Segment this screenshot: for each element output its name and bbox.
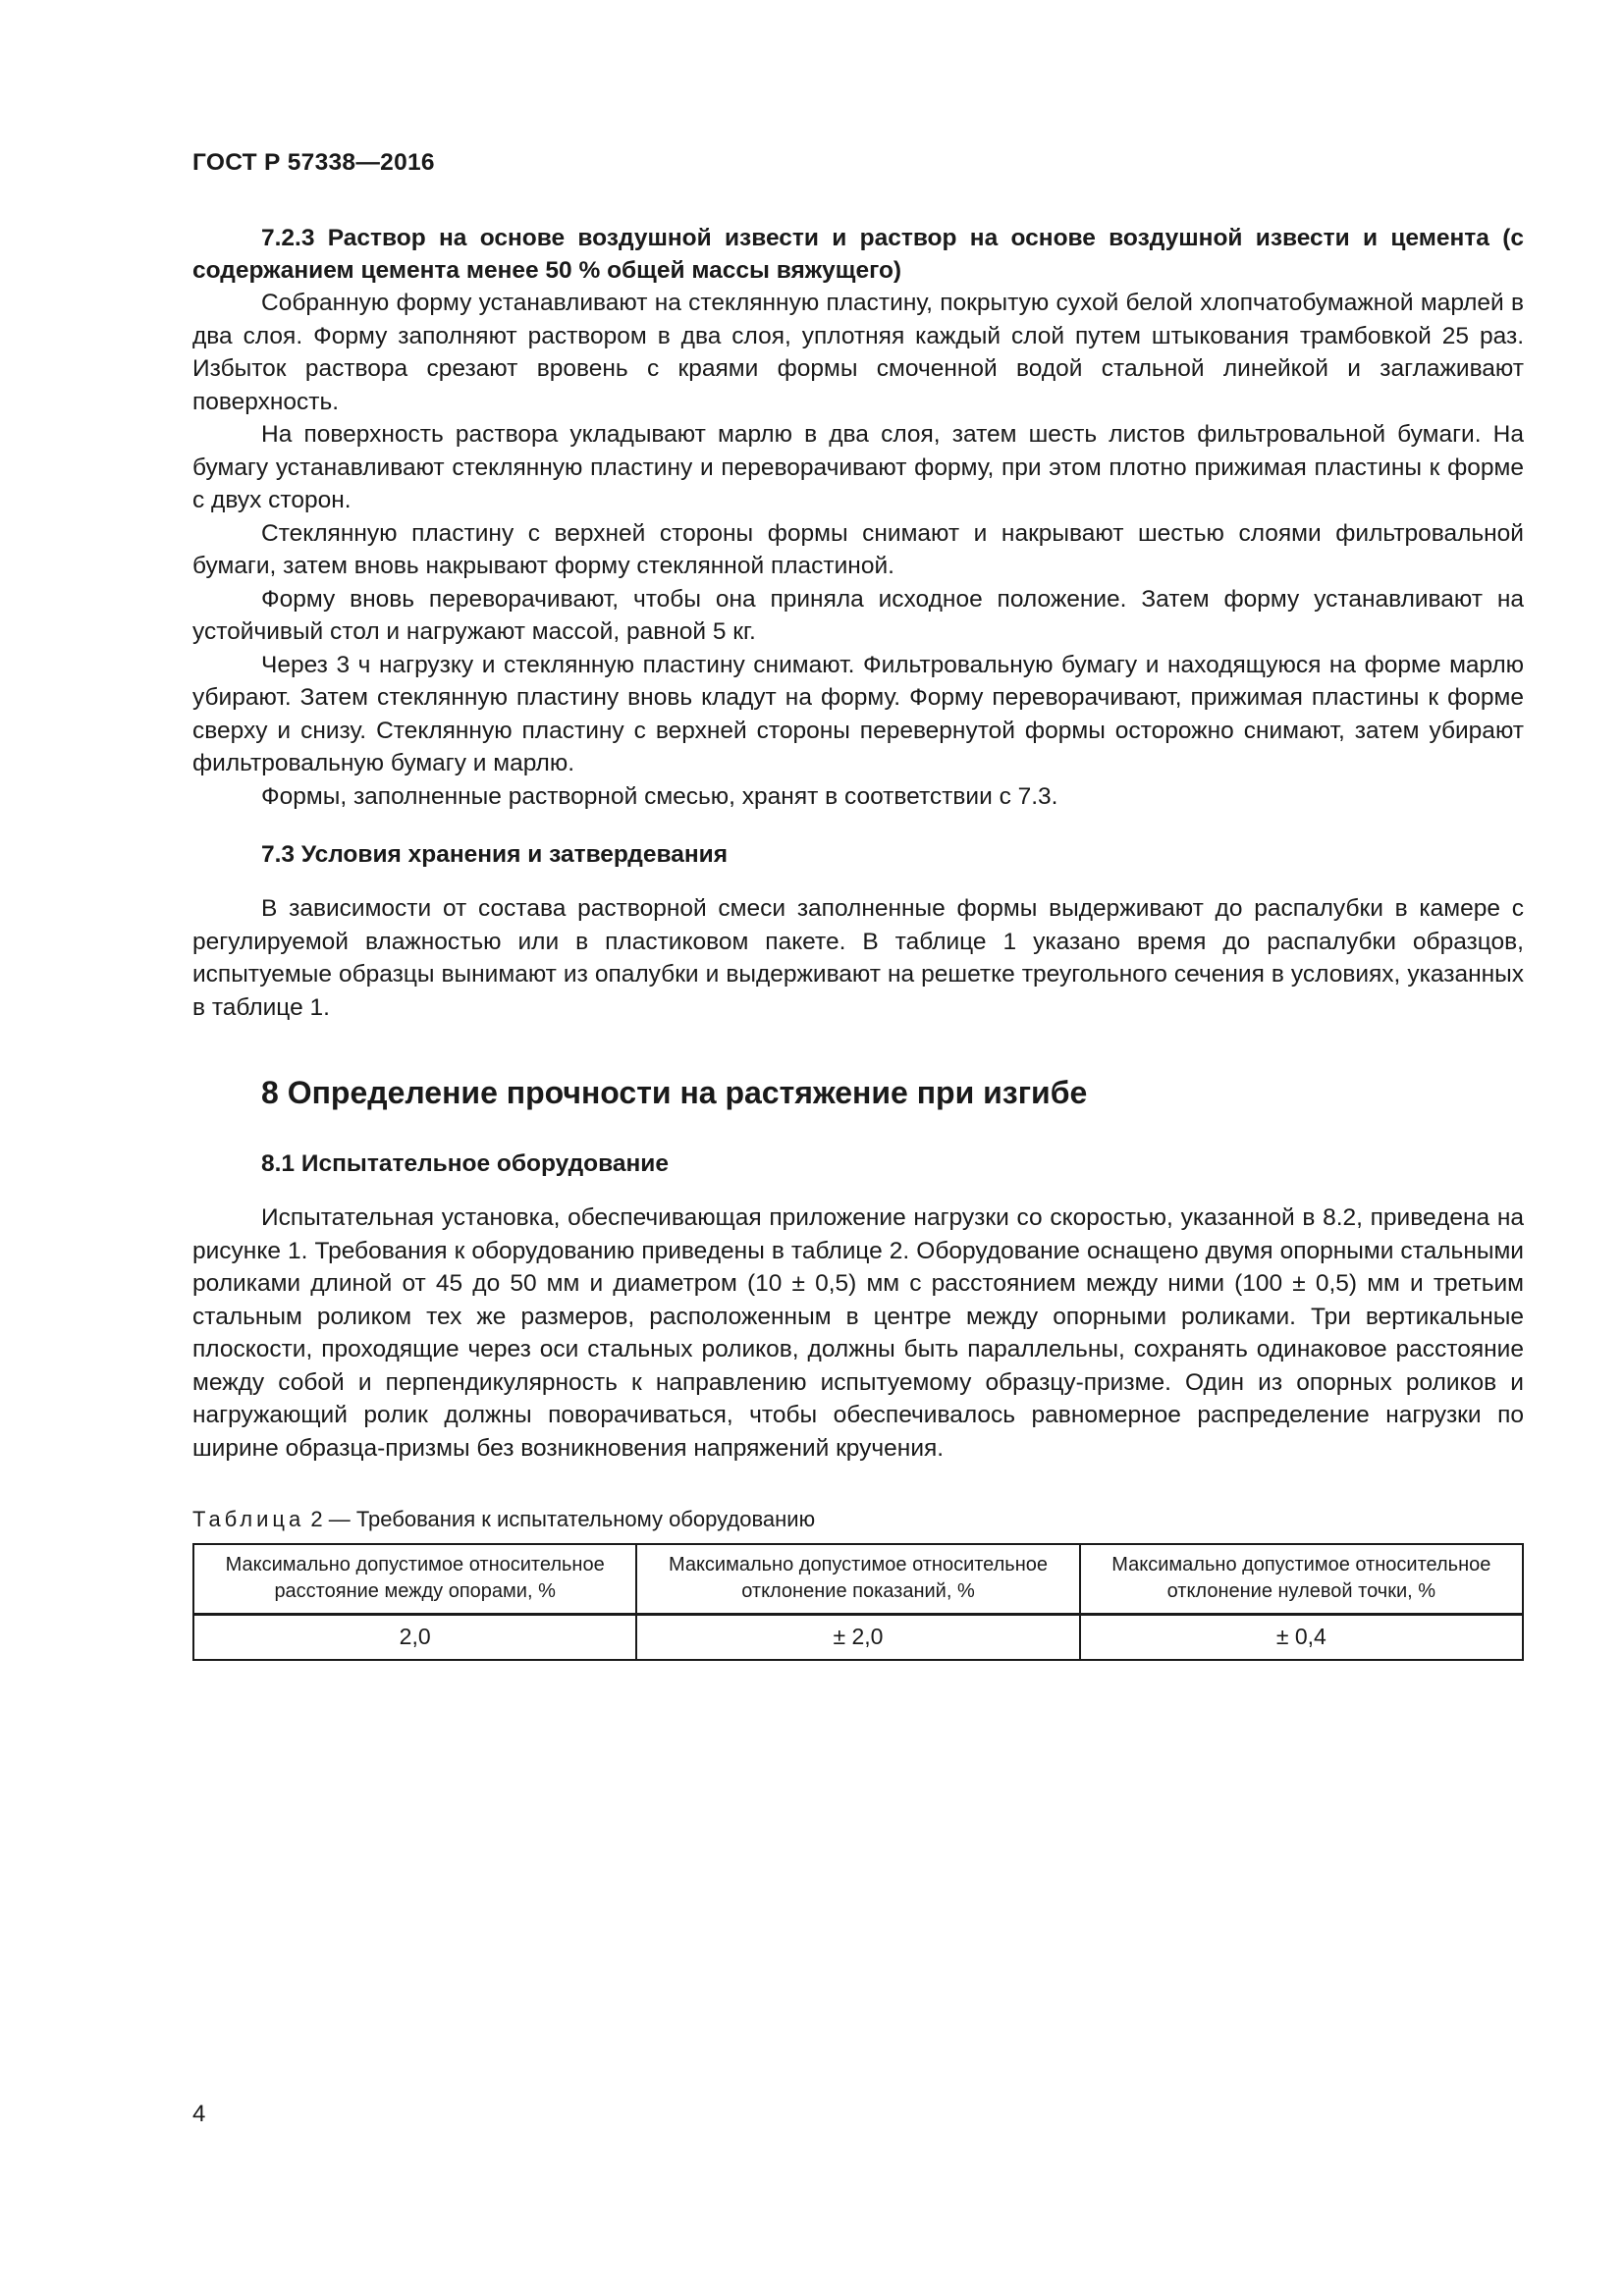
section-7-2-3-paragraph-1: Собранную форму устанавливают на стеклянную пластину, покрытую сухой белой хлопчатобумажной марлей в два слоя. Форму заполняют раствором в два слоя, уплотняя каждый слой путем штыкования трамбовкой 25 раз. Избыток раствора срезают вровень с краями формы смоченной водой стальной линейкой и заглаживают поверхность.	[192, 290, 1524, 415]
section-7-3-title: 7.3 Условия хранения и затвердевания	[261, 841, 728, 868]
section-7-2-3-paragraph-6: Формы, заполненные растворной смесью, хранят в соответствии с 7.3.	[261, 782, 1058, 810]
table-2-caption-label: Таблица	[192, 1507, 305, 1531]
table-2	[192, 1543, 1524, 1661]
table-header-cell: Максимально допустимое относительное отклонение показаний, %	[636, 1544, 1079, 1615]
table-header-row	[193, 1544, 1523, 1615]
section-7-2-3-paragraph-4: Форму вновь переворачивают, чтобы она приняла исходное положение. Затем форму устанавливают на устойчивый стол и нагружают массой, равной 5 кг.	[192, 585, 1524, 645]
table-cell: 2,0	[193, 1615, 636, 1661]
section-7-2-3-title: 7.2.3 Раствор на основе воздушной извести и раствор на основе воздушной извести и цемента (с содержанием цемента менее 50 % общей массы вяжущего)	[192, 225, 1524, 284]
section-7-3-paragraph: В зависимости от состава растворной смеси заполненные формы выдерживают до распалубки в камере с регулируемой влажностью или в пластиковом пакете. В таблице 1 указано время до распалубки образцов, испытуемые образцы вынимают из опалубки и выдерживают на решетке треугольного сечения в условиях, указанных в таблице 1.	[192, 895, 1524, 1021]
document-body	[192, 222, 1524, 1661]
section-7-2-3-paragraph-3: Стеклянную пластину с верхней стороны формы снимают и накрывают шестью слоями фильтровальной бумаги, затем вновь накрывают форму стеклянной пластиной.	[192, 519, 1524, 579]
table-cell: ± 0,4	[1080, 1615, 1523, 1661]
section-8-title: 8 Определение прочности на растяжение при изгибе	[261, 1075, 1088, 1110]
table-2-caption	[192, 1506, 1524, 1533]
page-number: 4	[192, 2101, 206, 2127]
section-8-1-title: 8.1 Испытательное оборудование	[261, 1150, 669, 1177]
table-header-cell: Максимально допустимое относительное расстояние между опорами, %	[193, 1544, 636, 1615]
table-row	[193, 1615, 1523, 1661]
table-2-caption-text: 2 — Требования к испытательному оборудованию	[304, 1507, 816, 1531]
section-7-2-3-paragraph-5: Через 3 ч нагрузку и стеклянную пластину снимают. Фильтровальную бумагу и находящуюся на форме марлю убирают. Затем стеклянную пластину вновь кладут на форму. Форму переворачивают, прижимая пластины к форме сверху и снизу. Стеклянную пластину с верхней стороны перевернутой формы осторожно снимают, затем убирают фильтровальную бумагу и марлю.	[192, 651, 1524, 776]
table-cell: ± 2,0	[636, 1615, 1079, 1661]
section-8-1-paragraph: Испытательная установка, обеспечивающая приложение нагрузки со скоростью, указанной в 8.2, приведена на рисунке 1. Требования к оборудованию приведены в таблице 2. Оборудование оснащено двумя опорными стальными роликами длиной от 45 до 50 мм и диаметром (10 ± 0,5) мм с расстоянием между ними (100 ± 0,5) мм и третьим стальным роликом тех же размеров, расположенным в центре между опорными роликами. Три вертикальные плоскости, проходящие через оси стальных роликов, должны быть параллельны, сохранять одинаковое расстояние между собой и перпендикулярность к направлению испытуемому образцу-призме. Один из опорных роликов и нагружающий ролик должны поворачиваться, чтобы обеспечивалось равномерное распределение нагрузки по ширине образца-призмы без возникновения напряжений кручения.	[192, 1204, 1524, 1462]
table-header-cell: Максимально допустимое относительное отклонение нулевой точки, %	[1080, 1544, 1523, 1615]
document-code-header: ГОСТ Р 57338—2016	[192, 149, 435, 176]
section-7-2-3-paragraph-2: На поверхность раствора укладывают марлю в два слоя, затем шесть листов фильтровальной бумаги. На бумагу устанавливают стеклянную пластину и переворачивают форму, при этом плотно прижимая пластины к форме с двух сторон.	[192, 421, 1524, 513]
